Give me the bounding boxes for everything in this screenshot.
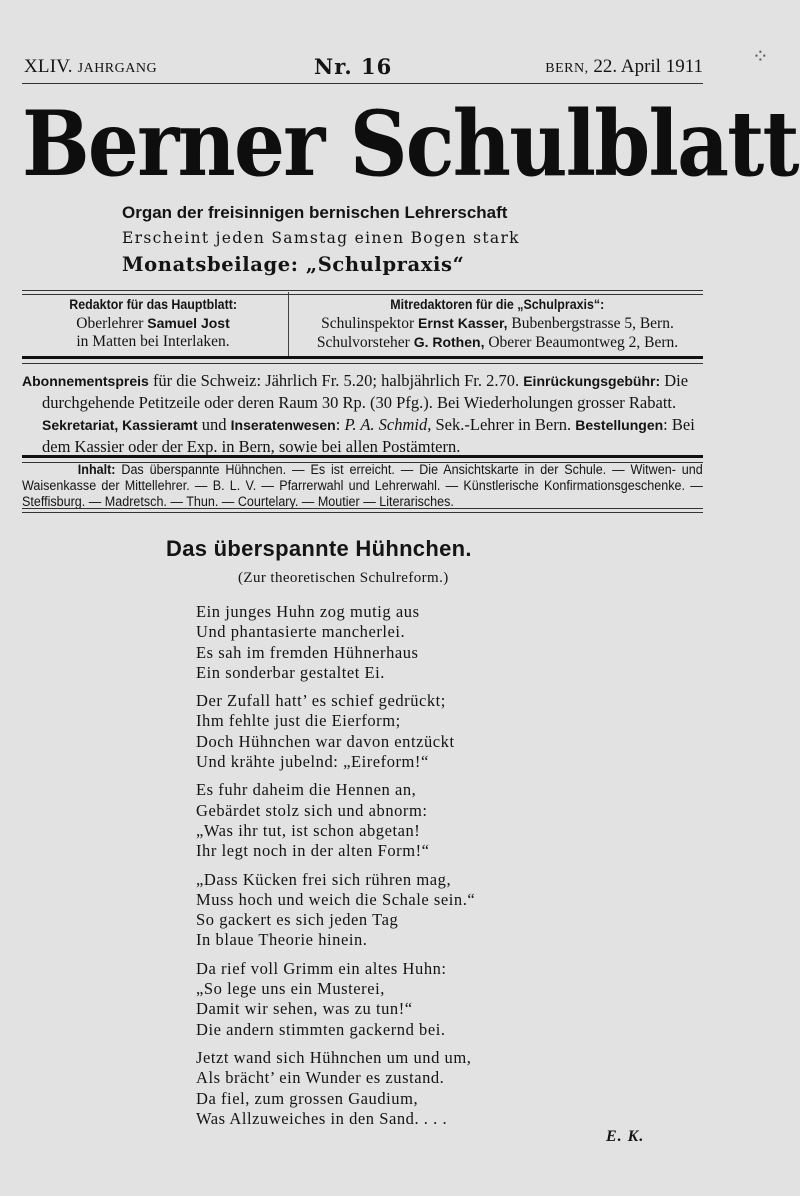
place-date: BERN, 22. April 1911 <box>545 56 703 77</box>
column-divider <box>288 292 289 356</box>
subscription-info: Abonnementspreis für die Schweiz: Jährlich Fr. 5.20; halbjährlich Fr. 2.70. Einrückungsgebühr: Die durchgehende Petitzeile oder deren Raum 30 Rp. (30 Pfg.). Bei Wiederholungen grosser Rabatt. Sekretariat, Kassieramt und Inseratenwesen: P. A. Schmid, Sek.-Lehrer in Bern. Bestellungen: Bei dem Kassier oder der Exp. in Bern, sowie bei allen Postämtern. <box>22 371 695 456</box>
main-editor: Redaktor für das Hauptblatt: Oberlehrer Samuel Jost in Matten bei Interlaken. <box>69 297 237 350</box>
stanza: Da rief voll Grimm ein altes Huhn: „So lege uns ein Musterei, Damit wir sehen, was zu tun!“ Die andern stimmten gackernd bei. <box>196 958 447 1039</box>
divider <box>22 290 703 295</box>
masthead-subtitle-schedule: Erscheint jeden Samstag einen Bogen stark <box>122 229 520 247</box>
editors-box <box>22 296 703 354</box>
stanza: „Dass Kücken frei sich rühren mag, Muss hoch und weich die Schale sein.“ So gackert es sich jeden Tag In blaue Theorie hinein. <box>196 869 476 950</box>
stanza: Der Zufall hatt’ es schief gedrückt; Ihm fehlte just die Eierform; Doch Hühnchen war davon entzückt Und krähte jubelnd: „Eireform!“ <box>196 691 455 772</box>
masthead-subtitle-supplement: Monatsbeilage: „Schulpraxis“ <box>122 253 465 276</box>
article-title: Das überspannte Hühnchen. <box>166 536 472 561</box>
author-initials: E. K. <box>606 1128 645 1145</box>
stanza: Es fuhr daheim die Hennen an, Gebärdet stolz sich und abnorm: „Was ihr tut, ist schon abgetan! Ihr legt noch in der alten Form!“ <box>196 780 430 861</box>
print-speck: ⁘ <box>752 46 769 68</box>
poem-body <box>196 602 475 1137</box>
divider <box>22 508 703 513</box>
co-editors: Mitredaktoren für die „Schulpraxis“: Schulinspektor Ernst Kasser, Bubenbergstrasse 5, Bern. Schulvorsteher G. Rothen, Oberer Beaumontweg 2, Bern. <box>316 297 679 351</box>
stanza: Jetzt wand sich Hühnchen um und um, Als brächt’ ein Wunder es zustand. Da fiel, zum grossen Gaudium, Was Allzuweiches in den Sand. . . . <box>196 1047 472 1128</box>
masthead-title: Berner Schulblatt <box>22 91 798 197</box>
masthead-subtitle-organ: Organ der freisinnigen bernischen Lehrerschaft <box>122 203 508 222</box>
issue-number: Nr. 16 <box>314 54 393 79</box>
stanza: Ein junges Huhn zog mutig aus Und phantasierte mancherlei. Es sah im fremden Hühnerhaus Ein sonderbar gestaltet Ei. <box>196 602 420 682</box>
article-subtitle: (Zur theoretischen Schulreform.) <box>238 570 449 586</box>
divider <box>22 83 703 84</box>
table-of-contents: Inhalt: Das überspannte Hühnchen. — Es ist erreicht. — Die Ansichtskarte in der Schule. — Witwen- und Waisenkasse der Mittellehrer. — B. L. V. — Pfarrerwahl und Lehrerwahl. — Künstlerische Konfirmationsgeschenke. — Steffisburg. — Madretsch. — Thun. — Courtelary. — Moutier — Literarisches. <box>22 462 703 509</box>
volume: XLIV. JAHRGANG <box>24 56 158 77</box>
issue-line <box>22 56 703 80</box>
divider <box>22 356 703 364</box>
